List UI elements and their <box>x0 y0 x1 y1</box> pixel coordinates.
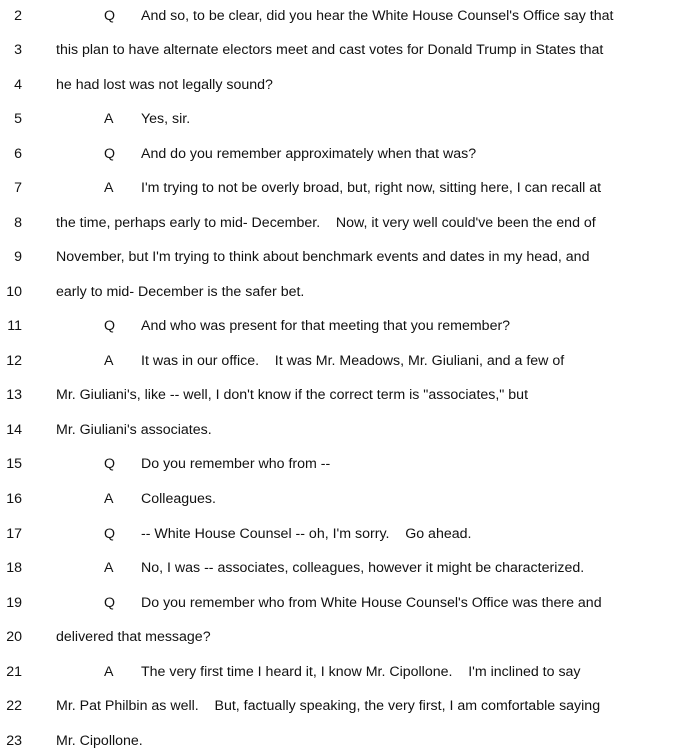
line-text: No, I was -- associates, colleagues, however it might be characterized. <box>141 560 585 576</box>
transcript-line <box>0 524 678 544</box>
line-text: early to mid- December is the safer bet. <box>56 284 305 300</box>
line-number: 2 <box>14 8 22 24</box>
line-number: 23 <box>6 733 22 749</box>
line-text: And so, to be clear, did you hear the White House Counsel's Office say that <box>141 8 614 24</box>
line-text: Mr. Cipollone. <box>56 733 143 749</box>
speaker-label: Q <box>104 456 116 472</box>
transcript-line <box>0 282 678 302</box>
line-text: Colleagues. <box>141 491 216 507</box>
line-number: 7 <box>14 180 22 196</box>
line-number: 12 <box>6 353 22 369</box>
line-number: 13 <box>6 387 22 403</box>
transcript-line <box>0 731 678 751</box>
speaker-label: Q <box>104 146 116 162</box>
transcript-line <box>0 213 678 233</box>
line-text: -- White House Counsel -- oh, I'm sorry. Go ahead. <box>141 526 472 542</box>
line-text: It was in our office. It was Mr. Meadows, Mr. Giuliani, and a few of <box>141 353 565 369</box>
transcript-line <box>0 454 678 474</box>
line-text: Yes, sir. <box>141 111 191 127</box>
speaker-label: Q <box>104 595 116 611</box>
transcript-line <box>0 351 678 371</box>
speaker-label: Q <box>104 8 116 24</box>
transcript-line <box>0 247 678 267</box>
speaker-label: A <box>104 664 114 680</box>
transcript-line <box>0 627 678 647</box>
transcript-line <box>0 6 678 26</box>
transcript-line <box>0 489 678 509</box>
transcript-line <box>0 40 678 60</box>
line-number: 15 <box>6 456 22 472</box>
transcript-line <box>0 385 678 405</box>
speaker-label: A <box>104 560 114 576</box>
line-number: 3 <box>14 42 22 58</box>
line-text: The very first time I heard it, I know Mr. Cipollone. I'm inclined to say <box>141 664 581 680</box>
line-number: 14 <box>6 422 22 438</box>
speaker-label: Q <box>104 318 116 334</box>
speaker-label: A <box>104 491 114 507</box>
line-number: 9 <box>14 249 22 265</box>
line-number: 4 <box>14 77 22 93</box>
speaker-label: A <box>104 180 114 196</box>
line-text: And do you remember approximately when that was? <box>141 146 477 162</box>
line-number: 11 <box>7 318 22 334</box>
line-number: 19 <box>6 595 22 611</box>
line-text: Mr. Giuliani's, like -- well, I don't know if the correct term is "associates," but <box>56 387 529 403</box>
line-number: 18 <box>6 560 22 576</box>
transcript-line <box>0 593 678 613</box>
transcript-line <box>0 696 678 716</box>
line-text: Mr. Giuliani's associates. <box>56 422 212 438</box>
transcript-line <box>0 662 678 682</box>
line-text: delivered that message? <box>56 629 211 645</box>
line-number: 16 <box>6 491 22 507</box>
line-text: he had lost was not legally sound? <box>56 77 273 93</box>
line-number: 22 <box>6 698 22 714</box>
transcript-line <box>0 316 678 336</box>
line-text: And who was present for that meeting that you remember? <box>141 318 511 334</box>
line-text: this plan to have alternate electors meet and cast votes for Donald Trump in States that <box>56 42 604 58</box>
line-number: 21 <box>6 664 22 680</box>
transcript-line <box>0 109 678 129</box>
speaker-label: Q <box>104 526 116 542</box>
line-text: Do you remember who from White House Counsel's Office was there and <box>141 595 602 611</box>
line-text: Do you remember who from -- <box>141 456 331 472</box>
line-number: 5 <box>14 111 22 127</box>
line-number: 8 <box>14 215 22 231</box>
transcript-line <box>0 558 678 578</box>
line-number: 20 <box>6 629 22 645</box>
transcript-line <box>0 144 678 164</box>
speaker-label: A <box>104 111 114 127</box>
transcript-line <box>0 420 678 440</box>
transcript-line <box>0 75 678 95</box>
speaker-label: A <box>104 353 114 369</box>
line-text: I'm trying to not be overly broad, but, right now, sitting here, I can recall at <box>141 180 602 196</box>
line-number: 6 <box>14 146 22 162</box>
line-number: 17 <box>6 526 22 542</box>
line-text: Mr. Pat Philbin as well. But, factually speaking, the very first, I am comfortable saying <box>56 698 601 714</box>
line-text: the time, perhaps early to mid- December. Now, it very well could've been the end of <box>56 215 596 231</box>
line-text: November, but I'm trying to think about benchmark events and dates in my head, and <box>56 249 590 265</box>
transcript-line <box>0 178 678 198</box>
line-number: 10 <box>6 284 22 300</box>
